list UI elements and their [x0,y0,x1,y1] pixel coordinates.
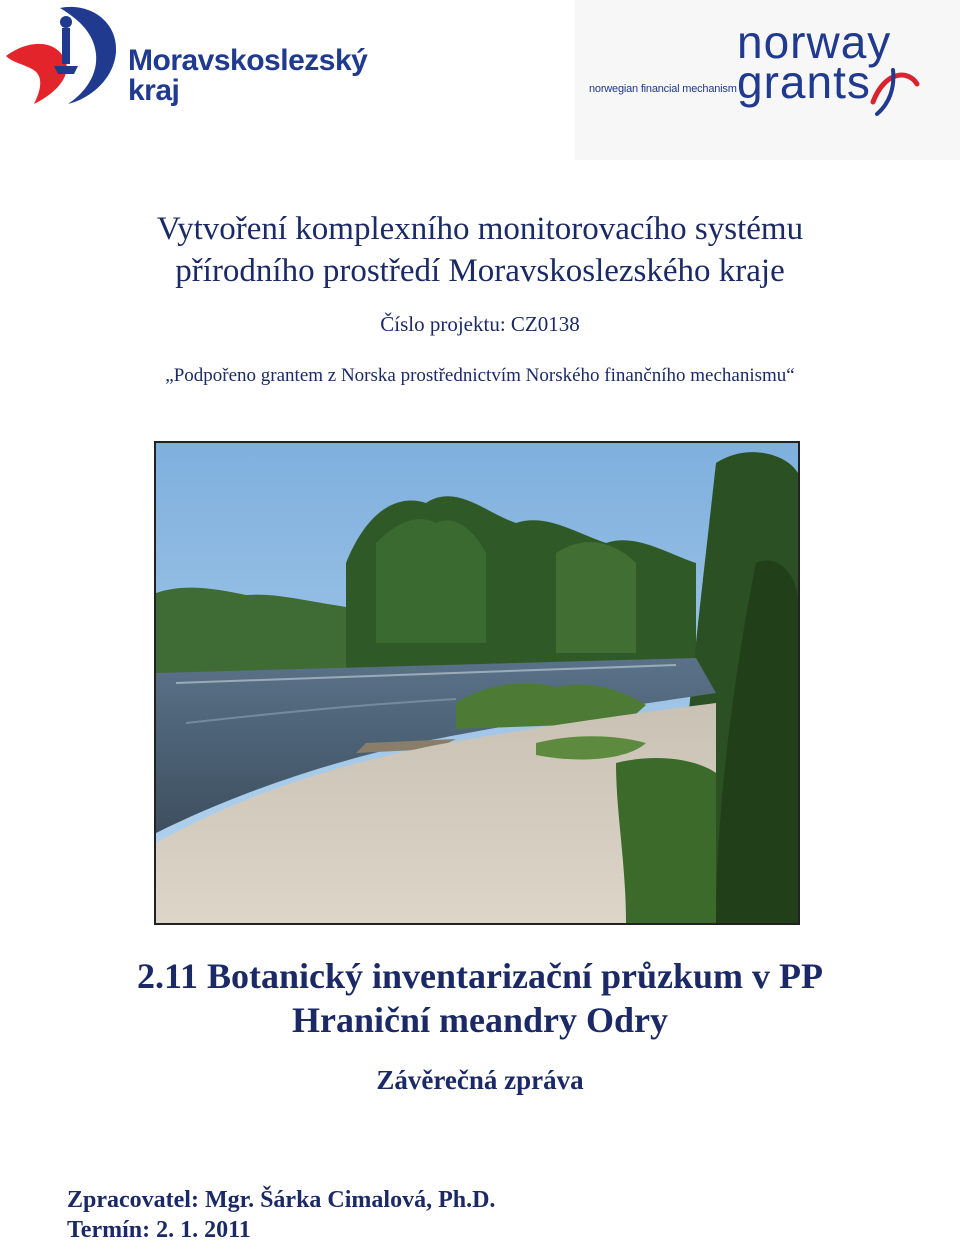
supported-by-statement: „Podpořeno grantem z Norska prostřednictvím Norského finančního mechanismu“ [165,365,795,386]
region-logo-text [128,46,367,106]
norway-grants-word-norway: norway [737,16,892,68]
norway-grants-logo [575,0,960,160]
deadline: Termín: 2. 1. 2011 [67,1217,251,1243]
report-title-line2: Hraniční meandry Odry [292,1000,668,1040]
prepared-by: Zpracovatel: Mgr. Šárka Cimalová, Ph.D. [67,1187,496,1213]
norway-grants-swirl-icon [865,62,925,118]
report-title [0,954,960,1042]
document-title-line2: přírodního prostředí Moravskoslezského kraje [175,253,785,289]
river-photo-illustration [156,443,798,923]
region-logo-line1: Moravskoslezský [128,44,368,77]
author-block [67,1185,495,1245]
report-subtitle: Závěrečná zpráva [376,1065,584,1095]
project-number: Číslo projektu: CZ0138 [380,312,580,336]
norway-grants-word-grants: grants [737,56,871,108]
cover-photo [154,441,800,925]
norway-grants-tagline: norwegian financial mechanism [589,83,737,95]
report-title-line1: 2.11 Botanický inventarizační průzkum v PP [136,956,824,996]
region-logo [0,0,368,120]
document-title-line1: Vytvoření komplexního monitorovacího systému [156,211,804,247]
document-title [0,208,960,292]
region-logo-line2: kraj [128,74,180,107]
region-emblem-icon [0,0,125,115]
